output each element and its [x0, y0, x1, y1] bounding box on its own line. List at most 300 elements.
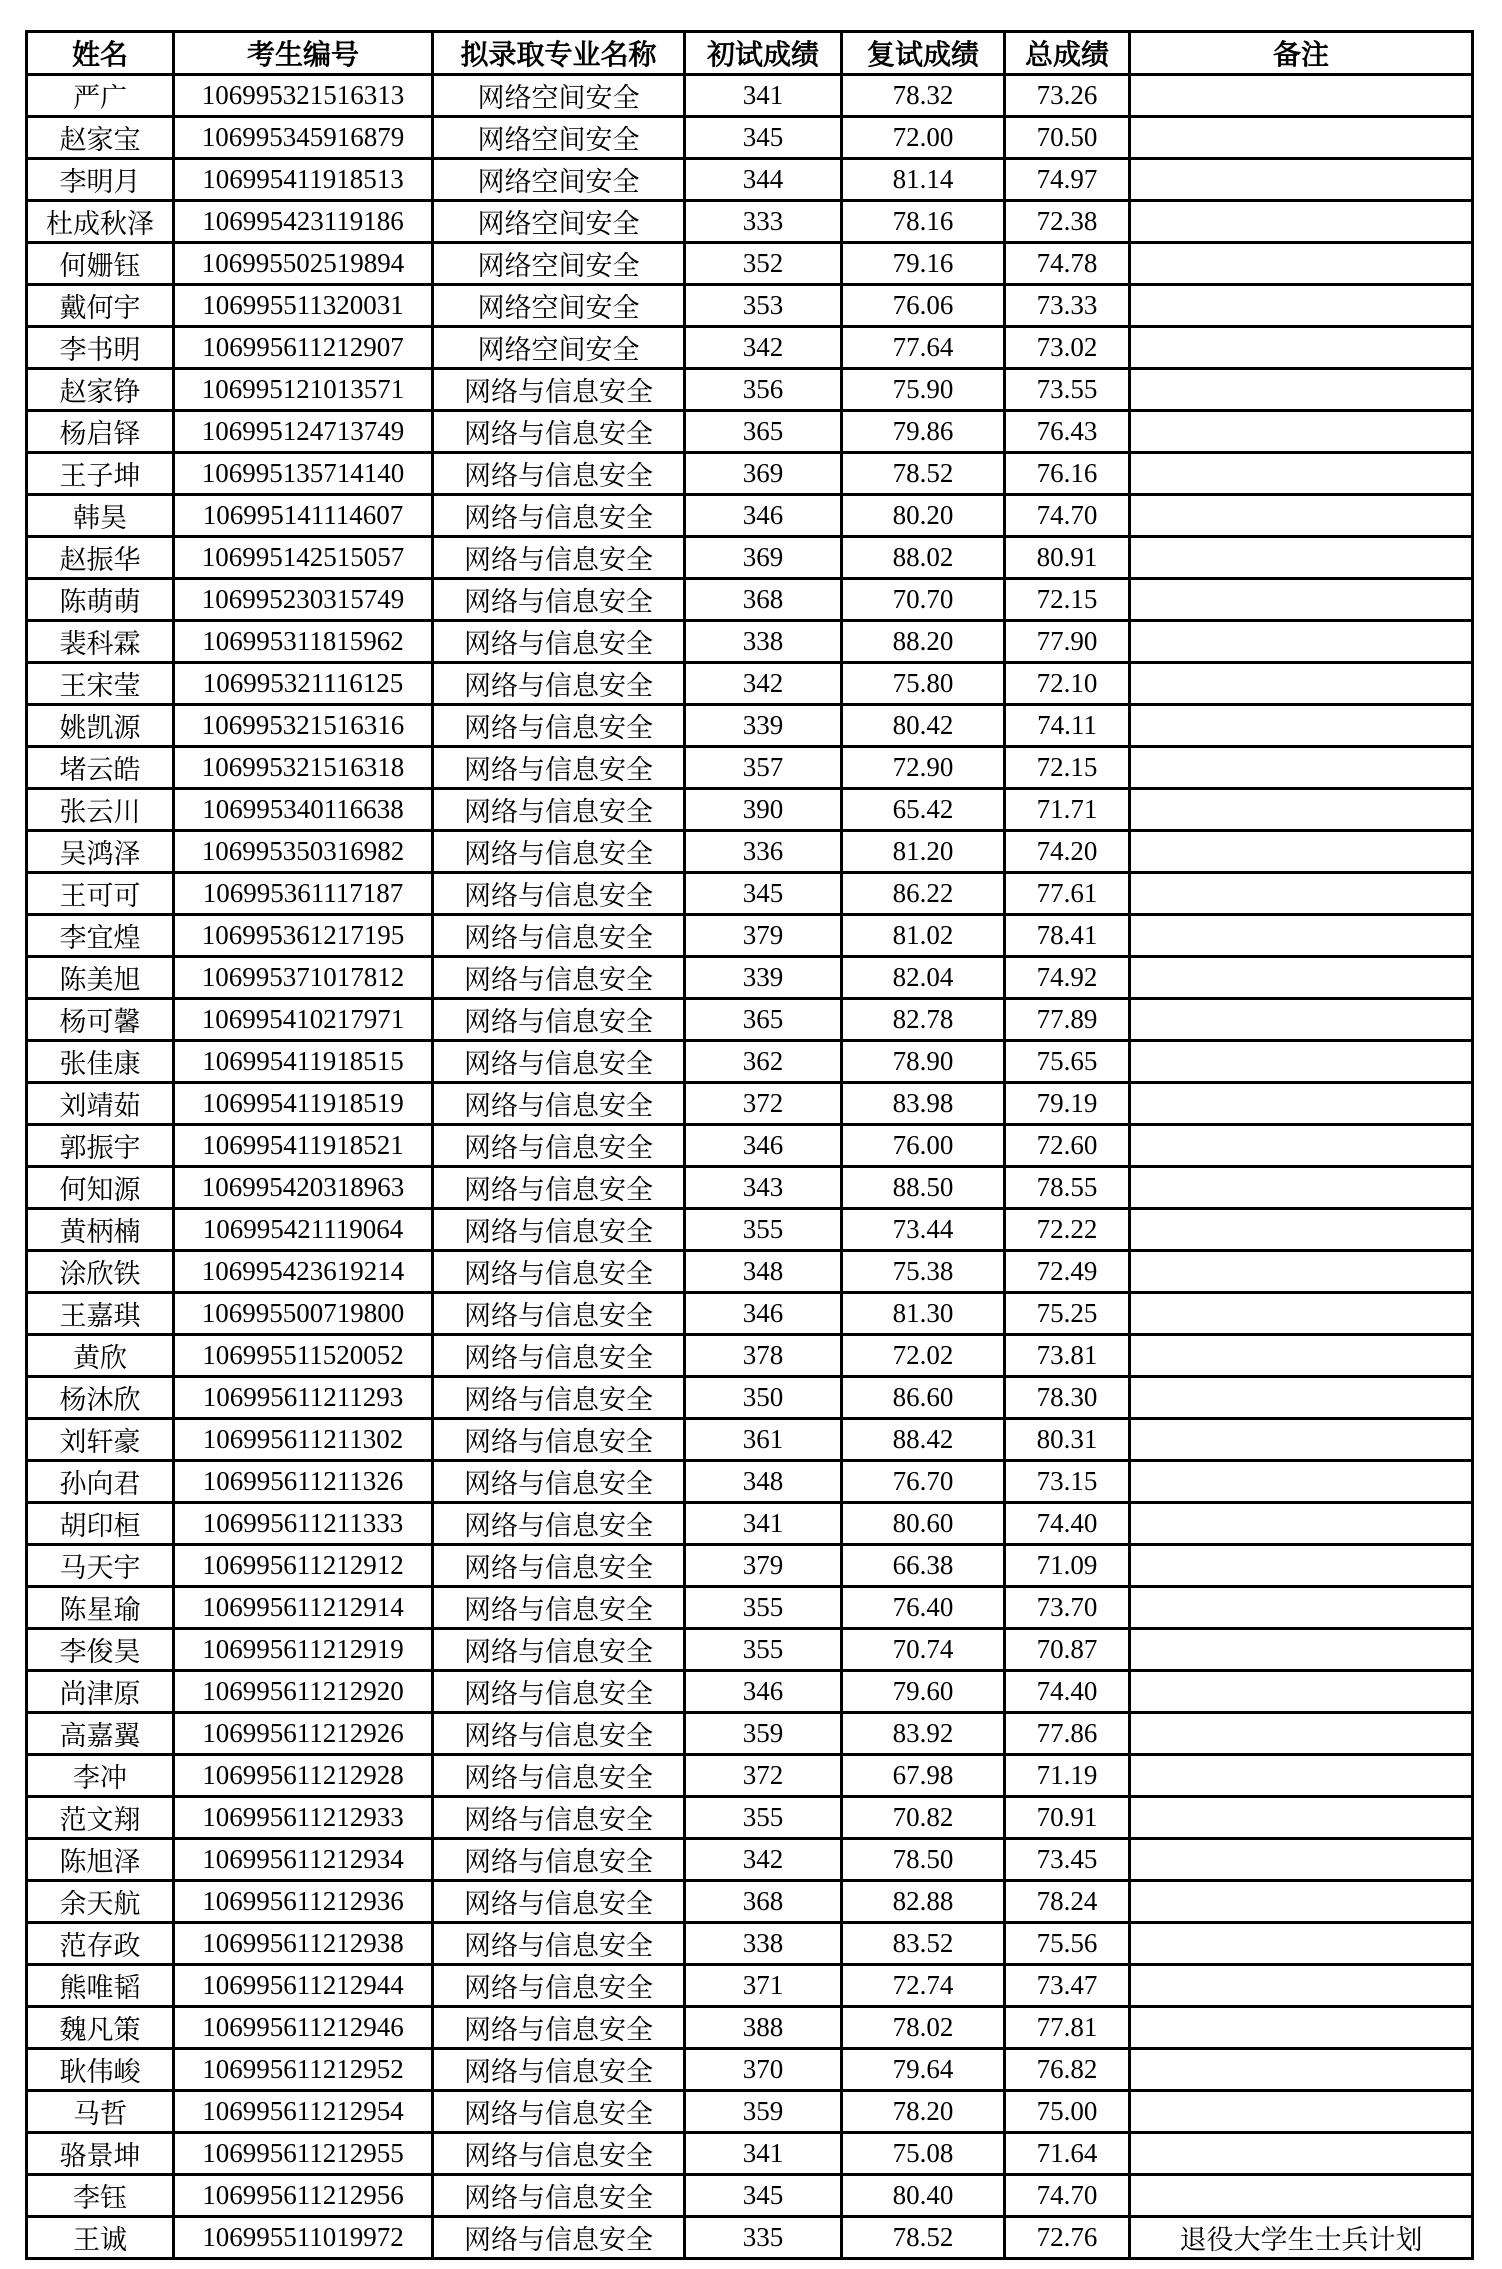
candidate-id-cell: 106995611212926	[174, 1713, 433, 1755]
initial-score-cell: 345	[685, 2175, 842, 2217]
candidate-id-cell: 106995124713749	[174, 411, 433, 453]
major-cell: 网络与信息安全	[433, 1125, 685, 1167]
candidate-id-cell: 106995611212907	[174, 327, 433, 369]
name-cell: 黄柄楠	[27, 1209, 174, 1251]
retest-score-cell: 76.06	[842, 285, 1005, 327]
candidate-id-cell: 106995361217195	[174, 915, 433, 957]
name-cell: 杨启铎	[27, 411, 174, 453]
name-cell: 堵云皓	[27, 747, 174, 789]
total-score-cell: 75.25	[1005, 1293, 1130, 1335]
remark-cell	[1130, 285, 1473, 327]
table-row	[27, 75, 1473, 117]
retest-score-cell: 76.40	[842, 1587, 1005, 1629]
retest-score-cell: 83.92	[842, 1713, 1005, 1755]
table-row	[27, 915, 1473, 957]
table-row	[27, 1293, 1473, 1335]
total-score-cell: 70.91	[1005, 1797, 1130, 1839]
name-cell: 陈美旭	[27, 957, 174, 999]
candidate-id-cell: 106995611211293	[174, 1377, 433, 1419]
major-cell: 网络与信息安全	[433, 1083, 685, 1125]
remark-cell	[1130, 201, 1473, 243]
major-cell: 网络与信息安全	[433, 453, 685, 495]
table-row	[27, 747, 1473, 789]
major-cell: 网络与信息安全	[433, 1965, 685, 2007]
major-cell: 网络与信息安全	[433, 1839, 685, 1881]
remark-cell	[1130, 1377, 1473, 1419]
initial-score-cell: 355	[685, 1629, 842, 1671]
table-row	[27, 1587, 1473, 1629]
total-score-cell: 73.33	[1005, 285, 1130, 327]
total-score-cell: 73.45	[1005, 1839, 1130, 1881]
table-header	[27, 32, 1473, 75]
retest-score-cell: 72.02	[842, 1335, 1005, 1377]
name-cell: 杜成秋泽	[27, 201, 174, 243]
total-score-cell: 74.40	[1005, 1671, 1130, 1713]
initial-score-cell: 372	[685, 1755, 842, 1797]
retest-score-cell: 75.90	[842, 369, 1005, 411]
initial-score-cell: 379	[685, 915, 842, 957]
total-score-cell: 72.49	[1005, 1251, 1130, 1293]
candidate-id-cell: 106995611212936	[174, 1881, 433, 1923]
remark-cell	[1130, 1629, 1473, 1671]
initial-score-cell: 371	[685, 1965, 842, 2007]
remark-cell	[1130, 1041, 1473, 1083]
name-cell: 李宜煌	[27, 915, 174, 957]
initial-score-cell: 353	[685, 285, 842, 327]
table-row	[27, 2217, 1473, 2259]
candidate-id-cell: 106995340116638	[174, 789, 433, 831]
retest-score-cell: 76.70	[842, 1461, 1005, 1503]
candidate-id-cell: 106995502519894	[174, 243, 433, 285]
total-score-cell: 73.47	[1005, 1965, 1130, 2007]
total-score-cell: 77.86	[1005, 1713, 1130, 1755]
retest-score-cell: 79.64	[842, 2049, 1005, 2091]
table-row	[27, 453, 1473, 495]
name-cell: 涂欣铁	[27, 1251, 174, 1293]
table-row	[27, 1923, 1473, 1965]
candidate-id-cell: 106995611212914	[174, 1587, 433, 1629]
table-row	[27, 789, 1473, 831]
table-row	[27, 831, 1473, 873]
major-cell: 网络与信息安全	[433, 1377, 685, 1419]
retest-score-cell: 81.20	[842, 831, 1005, 873]
name-cell: 何姗钰	[27, 243, 174, 285]
initial-score-cell: 346	[685, 1293, 842, 1335]
total-score-cell: 78.30	[1005, 1377, 1130, 1419]
retest-score-cell: 81.14	[842, 159, 1005, 201]
table-row	[27, 1545, 1473, 1587]
name-cell: 戴何宇	[27, 285, 174, 327]
major-cell: 网络与信息安全	[433, 1881, 685, 1923]
table-row	[27, 243, 1473, 285]
retest-score-cell: 80.20	[842, 495, 1005, 537]
initial-score-cell: 335	[685, 2217, 842, 2259]
name-cell: 刘轩豪	[27, 1419, 174, 1461]
total-score-cell: 75.56	[1005, 1923, 1130, 1965]
major-cell: 网络与信息安全	[433, 873, 685, 915]
retest-score-cell: 77.64	[842, 327, 1005, 369]
name-cell: 魏凡策	[27, 2007, 174, 2049]
remark-cell	[1130, 621, 1473, 663]
initial-score-cell: 368	[685, 579, 842, 621]
major-cell: 网络与信息安全	[433, 1923, 685, 1965]
name-cell: 陈星瑜	[27, 1587, 174, 1629]
total-score-cell: 78.55	[1005, 1167, 1130, 1209]
total-score-cell: 74.78	[1005, 243, 1130, 285]
retest-score-cell: 73.44	[842, 1209, 1005, 1251]
retest-score-cell: 88.20	[842, 621, 1005, 663]
table-row	[27, 369, 1473, 411]
retest-score-cell: 78.52	[842, 2217, 1005, 2259]
major-cell: 网络与信息安全	[433, 663, 685, 705]
candidate-id-cell: 106995142515057	[174, 537, 433, 579]
total-score-cell: 70.87	[1005, 1629, 1130, 1671]
total-score-cell: 73.55	[1005, 369, 1130, 411]
remark-cell	[1130, 999, 1473, 1041]
major-cell: 网络与信息安全	[433, 1335, 685, 1377]
initial-score-cell: 346	[685, 1671, 842, 1713]
initial-score-cell: 336	[685, 831, 842, 873]
initial-score-cell: 390	[685, 789, 842, 831]
major-cell: 网络与信息安全	[433, 2175, 685, 2217]
major-cell: 网络与信息安全	[433, 1419, 685, 1461]
name-cell: 李俊昊	[27, 1629, 174, 1671]
candidate-id-cell: 106995611212946	[174, 2007, 433, 2049]
initial-score-cell: 350	[685, 1377, 842, 1419]
candidate-id-cell: 106995371017812	[174, 957, 433, 999]
table-row	[27, 1083, 1473, 1125]
remark-cell	[1130, 747, 1473, 789]
total-score-cell: 77.81	[1005, 2007, 1130, 2049]
header-remark: 备注	[1130, 32, 1473, 75]
initial-score-cell: 343	[685, 1167, 842, 1209]
initial-score-cell: 342	[685, 1839, 842, 1881]
retest-score-cell: 78.50	[842, 1839, 1005, 1881]
table-row	[27, 117, 1473, 159]
table-row	[27, 1965, 1473, 2007]
retest-score-cell: 65.42	[842, 789, 1005, 831]
table-row	[27, 1713, 1473, 1755]
remark-cell	[1130, 1587, 1473, 1629]
header-retest-score: 复试成绩	[842, 32, 1005, 75]
initial-score-cell: 338	[685, 1923, 842, 1965]
retest-score-cell: 79.60	[842, 1671, 1005, 1713]
retest-score-cell: 78.02	[842, 2007, 1005, 2049]
name-cell: 尚津原	[27, 1671, 174, 1713]
candidate-id-cell: 106995511520052	[174, 1335, 433, 1377]
candidate-id-cell: 106995511019972	[174, 2217, 433, 2259]
retest-score-cell: 80.42	[842, 705, 1005, 747]
major-cell: 网络与信息安全	[433, 915, 685, 957]
name-cell: 熊唯韬	[27, 1965, 174, 2007]
candidate-id-cell: 106995321516318	[174, 747, 433, 789]
remark-cell	[1130, 1713, 1473, 1755]
initial-score-cell: 348	[685, 1251, 842, 1293]
candidate-id-cell: 106995420318963	[174, 1167, 433, 1209]
candidate-id-cell: 106995611211333	[174, 1503, 433, 1545]
table-row	[27, 201, 1473, 243]
total-score-cell: 72.60	[1005, 1125, 1130, 1167]
candidate-id-cell: 106995121013571	[174, 369, 433, 411]
candidate-id-cell: 106995611212952	[174, 2049, 433, 2091]
name-cell: 马哲	[27, 2091, 174, 2133]
table-row	[27, 1503, 1473, 1545]
remark-cell	[1130, 579, 1473, 621]
name-cell: 范文翔	[27, 1797, 174, 1839]
retest-score-cell: 79.86	[842, 411, 1005, 453]
name-cell: 王可可	[27, 873, 174, 915]
candidate-id-cell: 106995423619214	[174, 1251, 433, 1293]
retest-score-cell: 66.38	[842, 1545, 1005, 1587]
total-score-cell: 75.65	[1005, 1041, 1130, 1083]
table-row	[27, 2007, 1473, 2049]
table-row	[27, 873, 1473, 915]
retest-score-cell: 81.02	[842, 915, 1005, 957]
header-total-score: 总成绩	[1005, 32, 1130, 75]
retest-score-cell: 75.80	[842, 663, 1005, 705]
retest-score-cell: 79.16	[842, 243, 1005, 285]
major-cell: 网络与信息安全	[433, 2091, 685, 2133]
name-cell: 刘靖茹	[27, 1083, 174, 1125]
total-score-cell: 73.70	[1005, 1587, 1130, 1629]
total-score-cell: 72.15	[1005, 747, 1130, 789]
initial-score-cell: 355	[685, 1587, 842, 1629]
total-score-cell: 72.76	[1005, 2217, 1130, 2259]
remark-cell	[1130, 831, 1473, 873]
retest-score-cell: 80.60	[842, 1503, 1005, 1545]
remark-cell	[1130, 2007, 1473, 2049]
candidate-id-cell: 106995611212934	[174, 1839, 433, 1881]
retest-score-cell: 72.90	[842, 747, 1005, 789]
name-cell: 韩昊	[27, 495, 174, 537]
major-cell: 网络与信息安全	[433, 369, 685, 411]
name-cell: 张佳康	[27, 1041, 174, 1083]
total-score-cell: 77.90	[1005, 621, 1130, 663]
retest-score-cell: 88.42	[842, 1419, 1005, 1461]
initial-score-cell: 362	[685, 1041, 842, 1083]
remark-cell	[1130, 705, 1473, 747]
name-cell: 陈萌萌	[27, 579, 174, 621]
total-score-cell: 71.71	[1005, 789, 1130, 831]
initial-score-cell: 357	[685, 747, 842, 789]
name-cell: 马天宇	[27, 1545, 174, 1587]
remark-cell	[1130, 1083, 1473, 1125]
name-cell: 张云川	[27, 789, 174, 831]
initial-score-cell: 344	[685, 159, 842, 201]
initial-score-cell: 339	[685, 705, 842, 747]
total-score-cell: 74.97	[1005, 159, 1130, 201]
name-cell: 黄欣	[27, 1335, 174, 1377]
major-cell: 网络与信息安全	[433, 1041, 685, 1083]
total-score-cell: 73.15	[1005, 1461, 1130, 1503]
major-cell: 网络与信息安全	[433, 1251, 685, 1293]
table-row	[27, 1335, 1473, 1377]
table-row	[27, 159, 1473, 201]
candidate-id-cell: 106995321516316	[174, 705, 433, 747]
name-cell: 赵家铮	[27, 369, 174, 411]
retest-score-cell: 76.00	[842, 1125, 1005, 1167]
candidate-id-cell: 106995611212933	[174, 1797, 433, 1839]
header-name: 姓名	[27, 32, 174, 75]
initial-score-cell: 345	[685, 117, 842, 159]
remark-cell	[1130, 1545, 1473, 1587]
total-score-cell: 76.16	[1005, 453, 1130, 495]
name-cell: 杨沐欣	[27, 1377, 174, 1419]
table-row	[27, 1797, 1473, 1839]
retest-score-cell: 81.30	[842, 1293, 1005, 1335]
retest-score-cell: 67.98	[842, 1755, 1005, 1797]
name-cell: 李冲	[27, 1755, 174, 1797]
candidate-id-cell: 106995611211326	[174, 1461, 433, 1503]
major-cell: 网络与信息安全	[433, 1545, 685, 1587]
remark-cell	[1130, 873, 1473, 915]
name-cell: 何知源	[27, 1167, 174, 1209]
remark-cell	[1130, 537, 1473, 579]
retest-score-cell: 70.70	[842, 579, 1005, 621]
remark-cell	[1130, 957, 1473, 999]
initial-score-cell: 355	[685, 1209, 842, 1251]
major-cell: 网络空间安全	[433, 117, 685, 159]
initial-score-cell: 378	[685, 1335, 842, 1377]
total-score-cell: 73.26	[1005, 75, 1130, 117]
retest-score-cell: 78.20	[842, 2091, 1005, 2133]
remark-cell	[1130, 1965, 1473, 2007]
candidate-id-cell: 106995230315749	[174, 579, 433, 621]
major-cell: 网络与信息安全	[433, 1209, 685, 1251]
initial-score-cell: 359	[685, 1713, 842, 1755]
remark-cell	[1130, 915, 1473, 957]
total-score-cell: 71.19	[1005, 1755, 1130, 1797]
name-cell: 李钰	[27, 2175, 174, 2217]
total-score-cell: 77.89	[1005, 999, 1130, 1041]
retest-score-cell: 72.74	[842, 1965, 1005, 2007]
retest-score-cell: 70.74	[842, 1629, 1005, 1671]
remark-cell	[1130, 1881, 1473, 1923]
total-score-cell: 77.61	[1005, 873, 1130, 915]
initial-score-cell: 338	[685, 621, 842, 663]
candidate-id-cell: 106995421119064	[174, 1209, 433, 1251]
remark-cell: 退役大学生士兵计划	[1130, 2217, 1473, 2259]
remark-cell	[1130, 453, 1473, 495]
remark-cell	[1130, 2049, 1473, 2091]
table-row	[27, 1125, 1473, 1167]
initial-score-cell: 361	[685, 1419, 842, 1461]
major-cell: 网络与信息安全	[433, 1755, 685, 1797]
name-cell: 王子坤	[27, 453, 174, 495]
major-cell: 网络与信息安全	[433, 789, 685, 831]
major-cell: 网络与信息安全	[433, 411, 685, 453]
remark-cell	[1130, 75, 1473, 117]
major-cell: 网络与信息安全	[433, 831, 685, 873]
total-score-cell: 74.70	[1005, 495, 1130, 537]
major-cell: 网络与信息安全	[433, 537, 685, 579]
total-score-cell: 79.19	[1005, 1083, 1130, 1125]
table-row	[27, 1209, 1473, 1251]
retest-score-cell: 72.00	[842, 117, 1005, 159]
initial-score-cell: 365	[685, 411, 842, 453]
name-cell: 严广	[27, 75, 174, 117]
total-score-cell: 74.40	[1005, 1503, 1130, 1545]
retest-score-cell: 78.32	[842, 75, 1005, 117]
initial-score-cell: 346	[685, 495, 842, 537]
total-score-cell: 73.81	[1005, 1335, 1130, 1377]
major-cell: 网络与信息安全	[433, 1797, 685, 1839]
retest-score-cell: 78.16	[842, 201, 1005, 243]
initial-score-cell: 365	[685, 999, 842, 1041]
remark-cell	[1130, 1293, 1473, 1335]
total-score-cell: 72.15	[1005, 579, 1130, 621]
remark-cell	[1130, 159, 1473, 201]
candidate-id-cell: 106995345916879	[174, 117, 433, 159]
major-cell: 网络与信息安全	[433, 999, 685, 1041]
table-row	[27, 1377, 1473, 1419]
major-cell: 网络与信息安全	[433, 2217, 685, 2259]
total-score-cell: 72.10	[1005, 663, 1130, 705]
remark-cell	[1130, 327, 1473, 369]
table-row	[27, 957, 1473, 999]
name-cell: 胡印桓	[27, 1503, 174, 1545]
remark-cell	[1130, 495, 1473, 537]
name-cell: 裴科霖	[27, 621, 174, 663]
header-candidate-id: 考生编号	[174, 32, 433, 75]
initial-score-cell: 370	[685, 2049, 842, 2091]
candidate-id-cell: 106995411918519	[174, 1083, 433, 1125]
initial-score-cell: 341	[685, 75, 842, 117]
candidate-id-cell: 106995311815962	[174, 621, 433, 663]
total-score-cell: 74.20	[1005, 831, 1130, 873]
candidate-id-cell: 106995411918515	[174, 1041, 433, 1083]
initial-score-cell: 369	[685, 453, 842, 495]
total-score-cell: 78.24	[1005, 1881, 1130, 1923]
major-cell: 网络与信息安全	[433, 957, 685, 999]
total-score-cell: 72.38	[1005, 201, 1130, 243]
name-cell: 高嘉翼	[27, 1713, 174, 1755]
major-cell: 网络空间安全	[433, 243, 685, 285]
candidate-id-cell: 106995361117187	[174, 873, 433, 915]
major-cell: 网络与信息安全	[433, 1503, 685, 1545]
table-row	[27, 705, 1473, 747]
name-cell: 王诚	[27, 2217, 174, 2259]
candidate-id-cell: 106995350316982	[174, 831, 433, 873]
initial-score-cell: 379	[685, 1545, 842, 1587]
table-row	[27, 1419, 1473, 1461]
table-row	[27, 1755, 1473, 1797]
name-cell: 吴鸿泽	[27, 831, 174, 873]
remark-cell	[1130, 1419, 1473, 1461]
retest-score-cell: 70.82	[842, 1797, 1005, 1839]
major-cell: 网络与信息安全	[433, 2007, 685, 2049]
remark-cell	[1130, 2091, 1473, 2133]
name-cell: 赵家宝	[27, 117, 174, 159]
major-cell: 网络空间安全	[433, 327, 685, 369]
initial-score-cell: 339	[685, 957, 842, 999]
name-cell: 李明月	[27, 159, 174, 201]
admission-table	[25, 30, 1474, 2260]
candidate-id-cell: 106995135714140	[174, 453, 433, 495]
initial-score-cell: 345	[685, 873, 842, 915]
table-row	[27, 537, 1473, 579]
name-cell: 耿伟峻	[27, 2049, 174, 2091]
candidate-id-cell: 106995611211302	[174, 1419, 433, 1461]
retest-score-cell: 82.88	[842, 1881, 1005, 1923]
retest-score-cell: 88.50	[842, 1167, 1005, 1209]
table-row	[27, 1881, 1473, 1923]
candidate-id-cell: 106995611212944	[174, 1965, 433, 2007]
major-cell: 网络与信息安全	[433, 1713, 685, 1755]
retest-score-cell: 80.40	[842, 2175, 1005, 2217]
retest-score-cell: 83.98	[842, 1083, 1005, 1125]
total-score-cell: 71.64	[1005, 2133, 1130, 2175]
